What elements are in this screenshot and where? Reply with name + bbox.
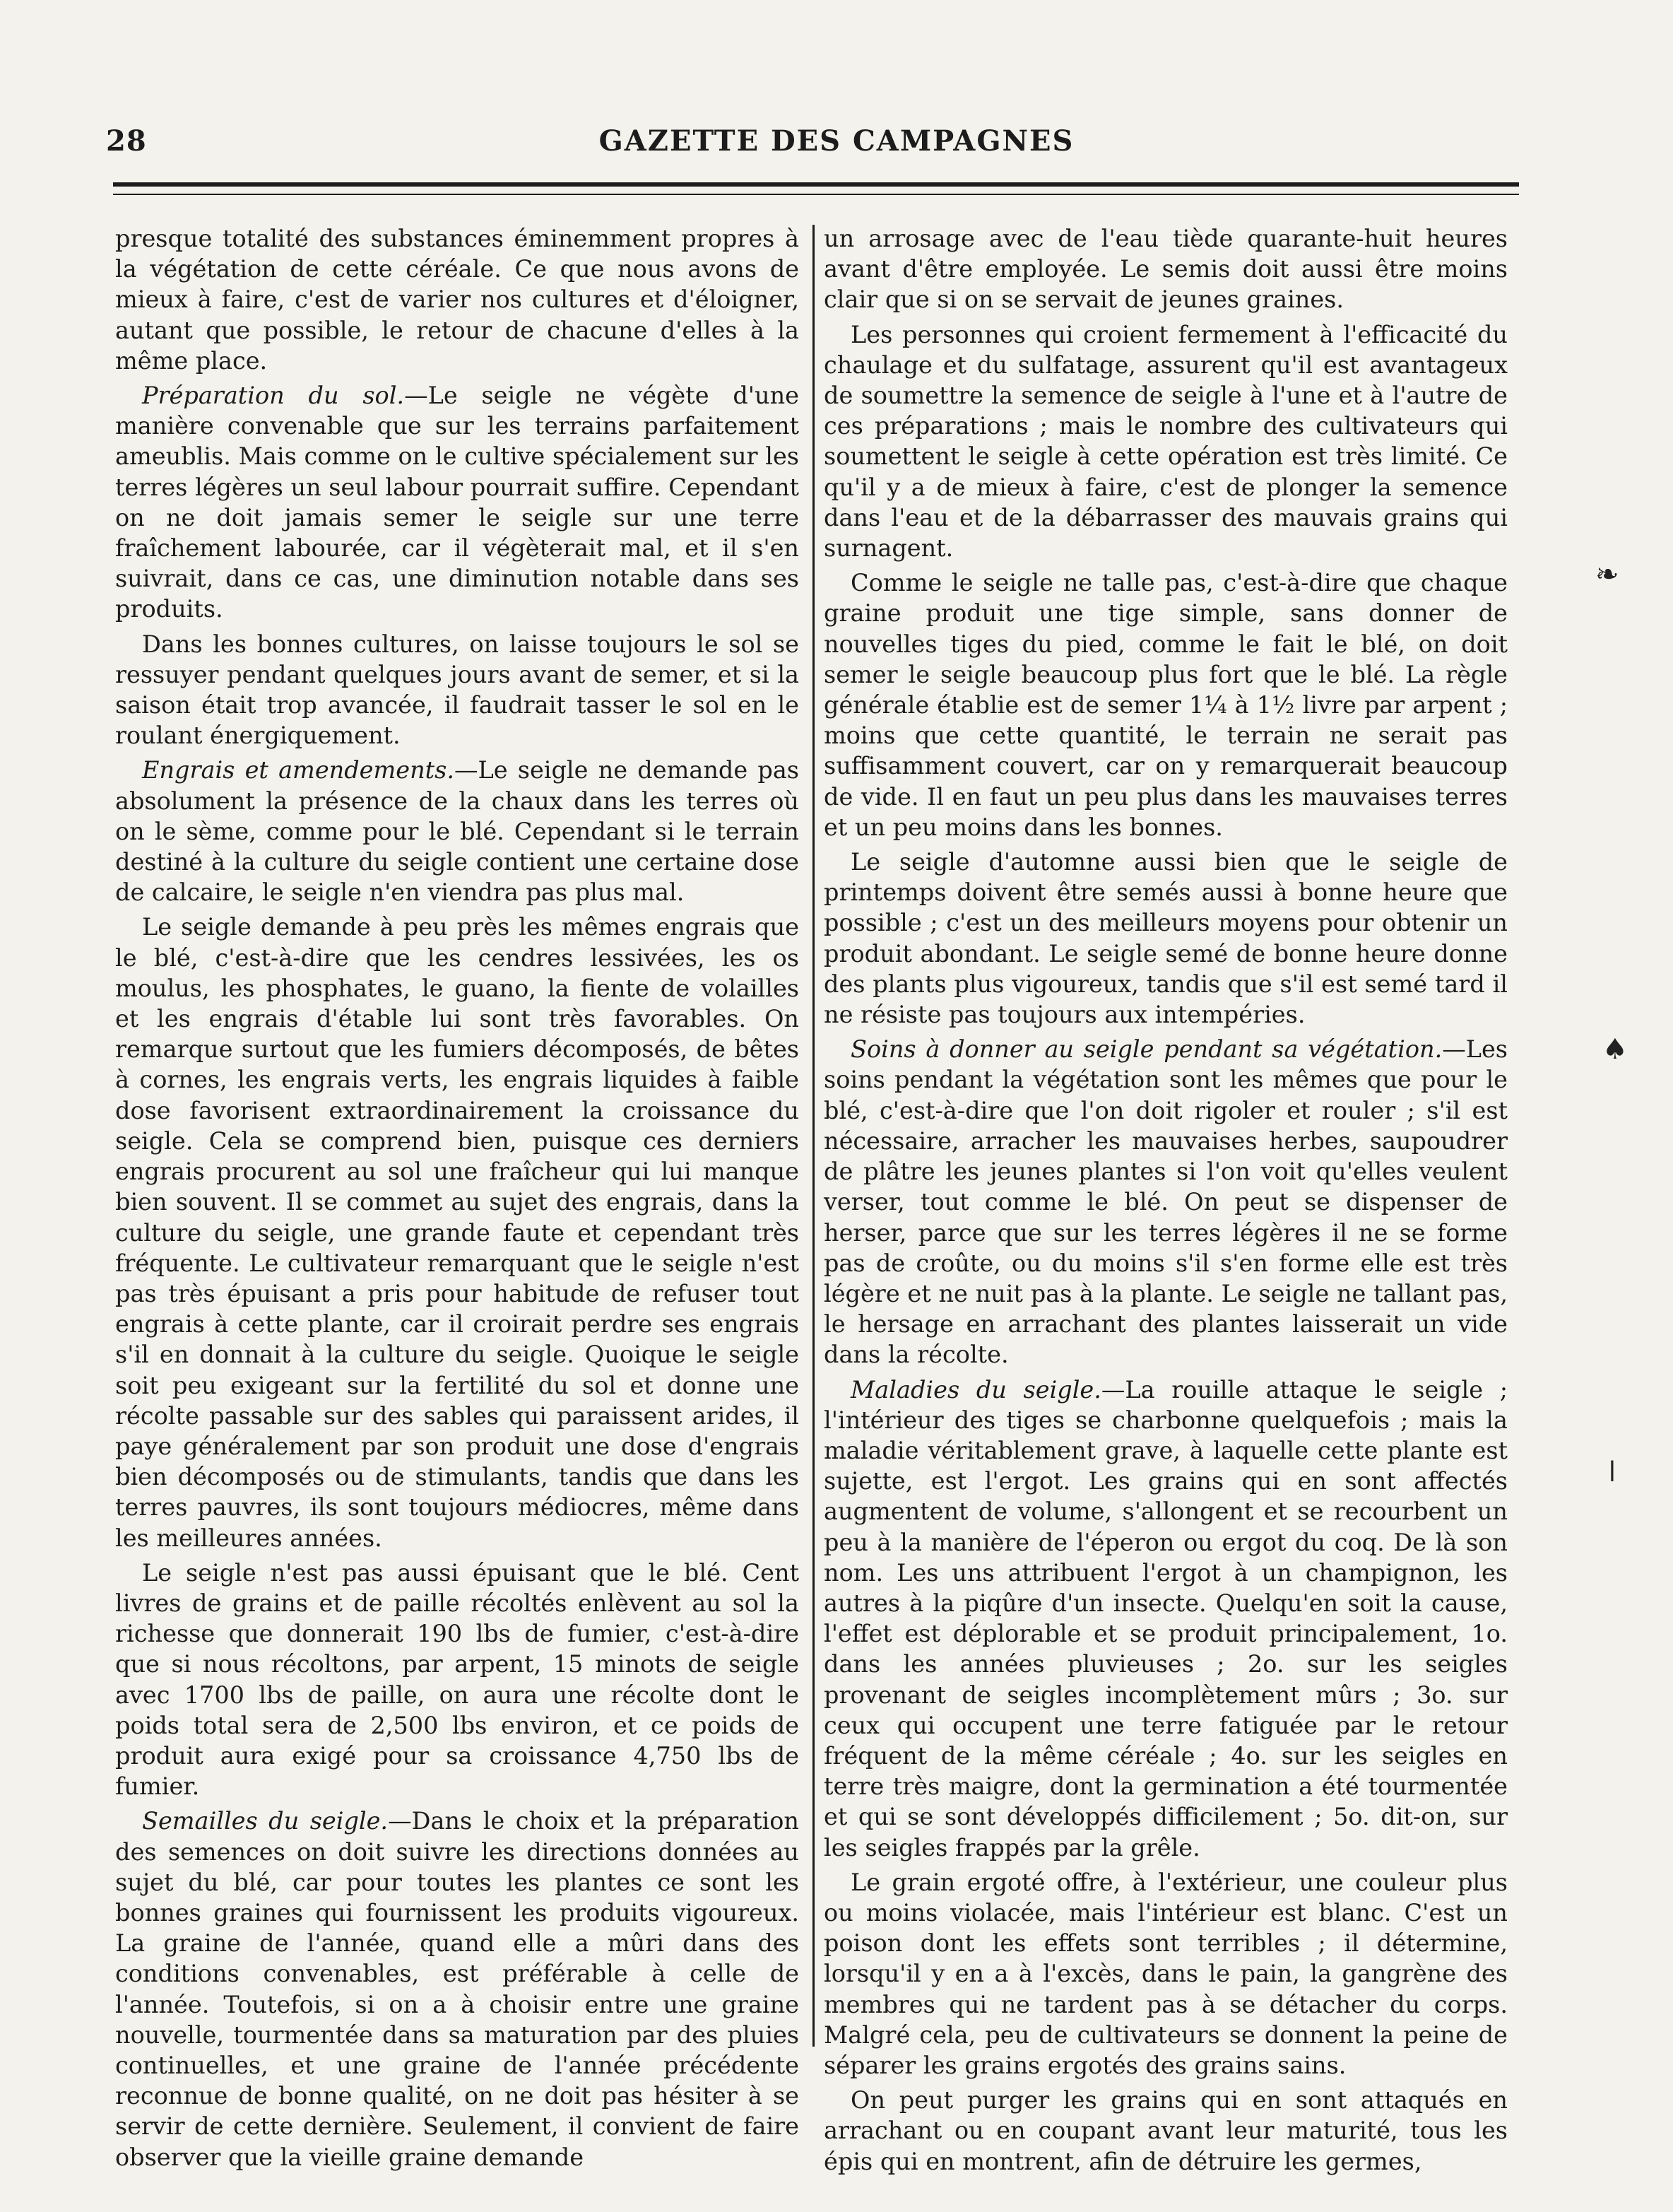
paragraph <box>115 755 799 907</box>
column-divider <box>812 225 815 2047</box>
paragraph-text: Le seigle d'automne aussi bien que le seigle de printemps doivent être semés aussi à bonne heure que possible ; c'est un des meilleurs moyens pour obtenir un produit abondant. Le seigle semé de bonne heure donne des plants plus vigoureux, tandis que s'il est semé tard il ne résiste pas toujours aux intempéries. <box>824 848 1508 1029</box>
paragraph <box>115 223 799 376</box>
paragraph-text: Comme le seigle ne talle pas, c'est-à-dire que chaque graine produit une tige simple, sans donner de nouvelles tiges du pied, comme le fait le blé, on doit semer le seigle beaucoup plus fort que le blé. La règle générale établie est de semer 1¼ à 1½ livre par arpent ; moins que cette quantité, le terrain ne serait pas suffisamment couvert, car on y remarquerait beaucoup de vide. Il en faut un peu plus dans les mauvaises terres et un peu moins dans les bonnes. <box>824 569 1508 841</box>
paragraph-text: —Le seigle ne demande pas absolument la présence de la chaux dans les terres où on le sème, comme pour le blé. Cependant si le terrain destiné à la culture du seigle contient une certaine dose de calcaire, le seigle n'en viendra pas plus mal. <box>115 756 799 907</box>
paragraph <box>115 912 799 1553</box>
paragraph-text: Dans les bonnes cultures, on laisse toujours le sol se ressuyer pendant quelques jours avant de semer, et si la saison était trop avancée, il faudrait tasser le sol en le roulant énergiquement. <box>115 630 799 750</box>
paragraph-text: —Le seigle ne végète d'une manière convenable que sur les terrains parfaitement ameublis. Mais comme on le cultive spécialement sur les terres légères un seul labour pourrait suffire. Cependant on ne doit jamais semer le seigle sur une terre fraîchement labourée, car il végèterait mal, et il s'en suivrait, dans ce cas, une diminution notable dans ses produits. <box>115 382 799 623</box>
section-heading: Soins à donner au seigle pendant sa végétation. <box>851 1035 1443 1064</box>
paragraph <box>824 1375 1508 1863</box>
margin-ornament: ǀ <box>1608 1456 1616 1488</box>
paragraph-text: Le seigle n'est pas aussi épuisant que le blé. Cent livres de grains et de paille récoltés enlèvent au sol la richesse que donnerait 190 lbs de fumier, c'est-à-dire que si nous récoltons, par arpent, 15 minots de seigle avec 1700 lbs de paille, on aura une récolte dont le poids total sera de 2,500 lbs environ, et ce poids de produit aura exigé pour sa croissance 4,750 lbs de fumier. <box>115 1558 799 1801</box>
right-column <box>824 223 1508 2181</box>
section-heading: Engrais et amendements. <box>142 756 454 784</box>
paragraph <box>824 1867 1508 2081</box>
paragraph <box>115 1558 799 1802</box>
paragraph-text: Les personnes qui croient fermement à l'efficacité du chaulage et du sulfatage, assurent qu'il est avantageux de soumettre la semence de seigle à l'une et à l'autre de ces préparations ; mais le nombre des cultivateurs qui soumettent le seigle à cette opération est très limité. Ce qu'il y a de mieux à faire, c'est de plonger la semence dans l'eau et de la débarrasser des mauvais grains qui surnagent. <box>824 320 1508 563</box>
paragraph <box>824 2085 1508 2177</box>
paragraph <box>824 847 1508 1030</box>
section-heading: Maladies du seigle. <box>851 1375 1101 1404</box>
margin-ornament: ♠ <box>1602 1033 1628 1066</box>
paragraph <box>824 1034 1508 1370</box>
paragraph-text: presque totalité des substances éminemment propres à la végétation de cette céréale. Ce que nous avons de mieux à faire, c'est de varier nos cultures et d'éloigner, autant que possible, le retour de chacune d'elles à la même place. <box>115 225 799 375</box>
page-number: 28 <box>106 124 147 158</box>
paragraph-text: un arrosage avec de l'eau tiède quarante-huit heures avant d'être employée. Le semis doit aussi être moins clair que si on se servait de jeunes graines. <box>824 225 1508 314</box>
paragraph <box>115 1806 799 2172</box>
paragraph <box>824 223 1508 315</box>
running-head-title: GAZETTE DES CAMPAGNES <box>598 124 1075 158</box>
paragraph-text: Le grain ergoté offre, à l'extérieur, une couleur plus ou moins violacée, mais l'intérieur est blanc. C'est un poison dont les effets sont terribles ; il détermine, lorsqu'il y en a à l'excès, dans le pain, la gangrène des membres qui ne tardent pas à se détacher du corps. Malgré cela, peu de cultivateurs se donnent la peine de séparer les grains ergotés des grains sains. <box>824 1868 1508 2079</box>
paragraph-text: —Les soins pendant la végétation sont les mêmes que pour le blé, c'est-à-dire que l'on doit rigoler et rouler ; s'il est nécessaire, arracher les mauvaises herbes, saupoudrer de plâtre les jeunes plantes si l'on voit qu'elles veulent verser, tout comme le blé. On peut se dispenser de herser, parce que sur les terres légères il ne se forme pas de croûte, ou du moins s'il s'en forme elle est très légère et ne nuit pas à la plante. Le seigle ne tallant pas, le hersage en arrachant des plantes laisserait un vide dans la récolte. <box>824 1035 1508 1369</box>
header-rule <box>113 182 1519 187</box>
paragraph-text: —Dans le choix et la préparation des semences on doit suivre les directions données au sujet du blé, car pour toutes les plantes ce sont les bonnes graines qui fournissent les produits vigoureux. La graine de l'année, quand elle a mûri dans des conditions convenables, est préférable à celle de l'année. Toutefois, si on a à choisir entre une graine nouvelle, tourmentée dans sa maturation par des pluies continuelles, et une graine de l'année précédente reconnue de bonne qualité, on ne doit pas hésiter à se servir de cette dernière. Seulement, il convient de faire observer que la vieille graine demande <box>115 1807 799 2171</box>
paragraph <box>115 629 799 751</box>
paragraph <box>115 380 799 625</box>
margin-ornament: ❧ <box>1595 558 1619 591</box>
left-column <box>115 223 799 2177</box>
paragraph <box>824 319 1508 564</box>
paragraph-text: —La rouille attaque le seigle ; l'intérieur des tiges se charbonne quelquefois ; mais la maladie véritablement grave, à laquelle cette plante est sujette, est l'ergot. Les grains qui en sont affectés augmentent de volume, s'allongent et se recourbent un peu à la manière de l'éperon ou ergot du coq. De là son nom. Les uns attribuent l'ergot à un champignon, les autres à la piqûre d'un insecte. Quelqu'en soit la cause, l'effet est déplorable et se produit principalement, 1o. dans les années pluvieuses ; 2o. sur les seigles provenant de seigles incomplètement mûrs ; 3o. sur ceux qui occupent une terre fatiguée par le retour fréquent de la même céréale ; 4o. sur les seigles en terre très maigre, dont la germination a été tourmentée et qui se sont développés difficilement ; 5o. dit-on, sur les seigles frappés par la grêle. <box>824 1375 1508 1861</box>
section-heading: Semailles du seigle. <box>142 1807 389 1835</box>
paragraph <box>824 567 1508 842</box>
paragraph-text: Le seigle demande à peu près les mêmes engrais que le blé, c'est-à-dire que les cendres lessivées, les os moulus, les phosphates, le guano, la fiente de volailles et les engrais d'étable lui sont très favorables. On remarque surtout que les fumiers décomposés, de bêtes à cornes, les engrais verts, les engrais liquides à faible dose favorisent extraordinairement la croissance du seigle. Cela se comprend bien, puisque ces derniers engrais procurent au sol une fraîcheur qui lui manque bien souvent. Il se commet au sujet des engrais, dans la culture du seigle, une grande faute et cependant très fréquente. Le cultivateur remarquant que le seigle n'est pas très épuisant a pris pour habitude de refuser tout engrais à cette plante, car il croirait perdre ses engrais s'il en donnait à la culture du seigle. Quoique le seigle soit peu exigeant sur la fertilité du sol et donne une récolte passable sur des sables qui paraissent arides, il paye généralement par son produit une dose d'engrais bien décomposés ou de stimulants, tandis que dans les terres pauvres, ils sont toujours médiocres, même dans les meilleures années. <box>115 913 799 1552</box>
section-heading: Préparation du sol. <box>142 382 405 410</box>
header-rule-thin <box>113 194 1519 195</box>
paragraph-text: On peut purger les grains qui en sont attaqués en arrachant ou en coupant avant leur maturité, tous les épis qui en montrent, afin de détruire les germes, <box>824 2086 1508 2175</box>
